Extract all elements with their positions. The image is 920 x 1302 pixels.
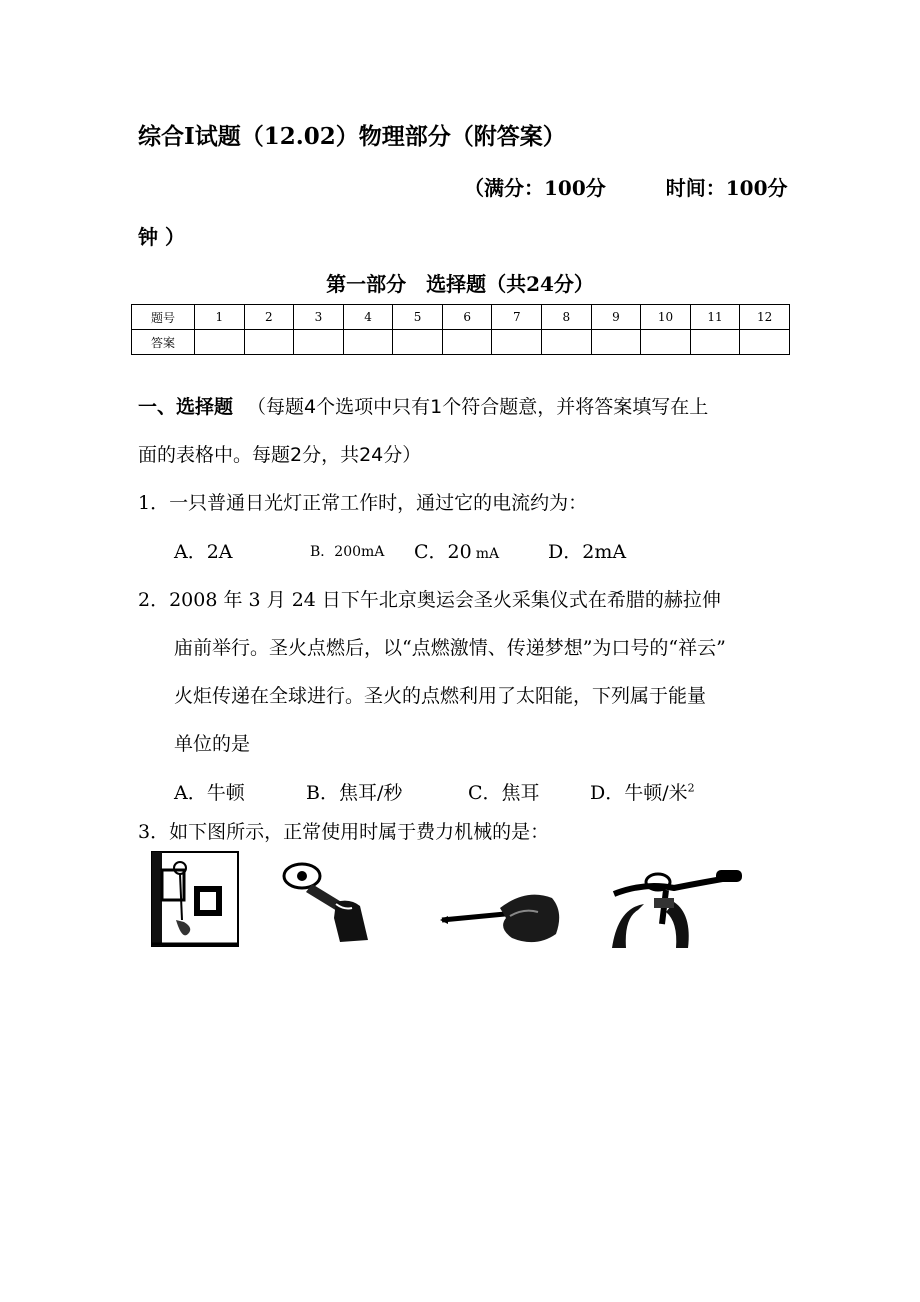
- question-2-line-3: 火炬传递在全球进行。圣火的点燃利用了太阳能，下列属于能量: [174, 685, 707, 707]
- table-cell-label: 答案: [132, 330, 195, 355]
- table-cell-number: 7: [492, 305, 542, 330]
- table-cell-number: 6: [442, 305, 492, 330]
- question-3-stem: 3．如下图所示，正常使用时属于费力机械的是：: [138, 821, 550, 843]
- document-title: 综合Ⅰ试题（12.02）物理部分（附答案）: [138, 123, 566, 150]
- answer-cell[interactable]: [492, 330, 542, 355]
- answer-cell[interactable]: [641, 330, 691, 355]
- wrench-figure: [278, 858, 378, 946]
- table-cell-number: 11: [690, 305, 740, 330]
- bicycle-handlebar-figure: [604, 858, 744, 950]
- answer-cell[interactable]: [591, 330, 641, 355]
- table-cell-number: 5: [393, 305, 443, 330]
- instruction-line-2: 面的表格中。每题2分，共24分）: [138, 444, 422, 466]
- q2-option-d-exponent: 2: [687, 781, 695, 795]
- table-cell-number: 8: [542, 305, 592, 330]
- q2-option-d-unit: D．牛顿/米: [590, 782, 688, 804]
- table-cell-number: 2: [244, 305, 294, 330]
- section1-heading: 一、选择题: [138, 396, 234, 418]
- q2-option-c: C．焦耳: [468, 782, 540, 804]
- answer-cell[interactable]: [195, 330, 245, 355]
- answer-cell[interactable]: [244, 330, 294, 355]
- table-cell-number: 3: [294, 305, 344, 330]
- instruction-line-1: （每题4个选项中只有1个符合题意，并将答案填写在上: [247, 396, 709, 418]
- table-row-answers: [132, 330, 790, 355]
- table-row-numbers: [132, 305, 790, 330]
- table-cell-label: 题号: [132, 305, 195, 330]
- answer-cell[interactable]: [690, 330, 740, 355]
- answer-cell[interactable]: [343, 330, 393, 355]
- pen-in-hand-figure: [440, 878, 564, 948]
- q1-option-c-value: C．20: [414, 541, 472, 563]
- question-2-line-1: 2．2008 年 3 月 24 日下午北京奥运会圣火采集仪式在希腊的赫拉伸: [138, 589, 721, 611]
- q1-option-c: [414, 537, 499, 564]
- table-cell-number: 4: [343, 305, 393, 330]
- answer-cell[interactable]: [393, 330, 443, 355]
- table-cell-number: 9: [591, 305, 641, 330]
- time-limit: 时间：100分: [665, 176, 788, 200]
- exam-meta: [464, 172, 788, 201]
- q1-option-c-unit: mA: [475, 546, 500, 562]
- answer-cell[interactable]: [542, 330, 592, 355]
- q1-option-d: D．2mA: [548, 541, 627, 563]
- table-cell-number: 1: [195, 305, 245, 330]
- full-score: （满分：100分: [464, 176, 606, 200]
- q1-option-b: B．200mA: [310, 544, 385, 560]
- table-cell-number: 10: [641, 305, 691, 330]
- time-limit-wrap: 钟 ）: [138, 225, 185, 249]
- section1-instruction: [138, 392, 708, 419]
- q2-option-a: A．牛顿: [174, 782, 245, 804]
- q2-option-b: B．焦耳/秒: [306, 782, 403, 804]
- question-2-line-4: 单位的是: [174, 733, 251, 755]
- answer-table: [131, 304, 790, 355]
- q1-option-a: A．2A: [174, 541, 233, 563]
- answer-cell[interactable]: [740, 330, 790, 355]
- answer-cell[interactable]: [294, 330, 344, 355]
- answer-cell[interactable]: [442, 330, 492, 355]
- question-1-stem: 1．一只普通日光灯正常工作时，通过它的电流约为：: [138, 492, 588, 514]
- pulley-frame-figure: [150, 850, 240, 948]
- question-2-line-2: 庙前举行。圣火点燃后，以“点燃激情、传递梦想”为口号的“祥云”: [174, 637, 726, 659]
- part1-title: 第一部分 选择题（共24分）: [326, 272, 594, 296]
- table-cell-number: 12: [740, 305, 790, 330]
- q2-option-d: [590, 778, 695, 805]
